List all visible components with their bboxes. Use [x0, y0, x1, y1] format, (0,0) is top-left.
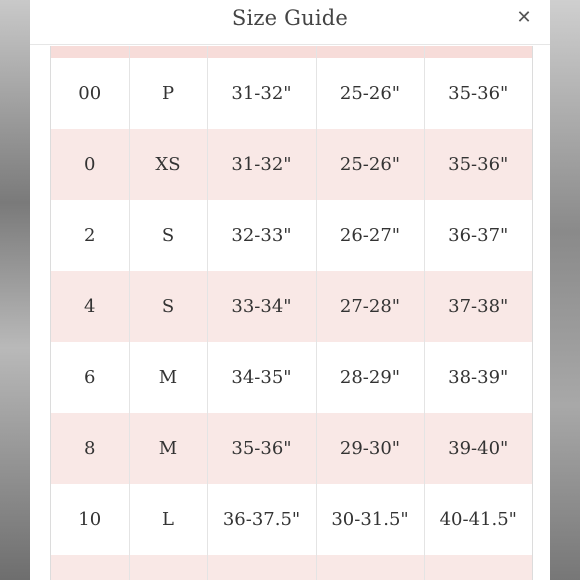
table-row: [51, 58, 532, 129]
letter-size-cell: M: [129, 342, 207, 413]
measurement-cell: 31-32": [207, 129, 316, 200]
letter-size-cell: M: [129, 413, 207, 484]
size-cell: 8: [51, 413, 129, 484]
table-row: [51, 413, 532, 484]
measurement-cell: 25-26": [316, 129, 424, 200]
page-backdrop-right: [550, 0, 580, 580]
measurement-cell: 26-27": [316, 200, 424, 271]
measurement-cell: 35-36": [424, 129, 532, 200]
measurement-cell: 39-40": [424, 413, 532, 484]
size-cell: 0: [51, 129, 129, 200]
size-cell: 2: [84, 225, 96, 246]
close-icon[interactable]: ✕: [516, 7, 532, 28]
measurement-cell: 37-38": [424, 271, 532, 342]
measurement-cell: 36-37.5": [207, 484, 316, 555]
table-header-row-partial: [51, 46, 532, 58]
size-table-container: [50, 46, 533, 580]
measurement-cell: 36-37": [424, 200, 532, 271]
measurement-cell: 28-29": [316, 342, 424, 413]
letter-size-cell: XS: [129, 129, 207, 200]
size-guide-modal: [30, 0, 550, 580]
measurement-cell: 38-39": [424, 342, 532, 413]
letter-size-cell: L: [129, 484, 207, 555]
letter-size-cell: P: [129, 58, 207, 129]
page-backdrop-left: [0, 0, 30, 580]
measurement-cell: 31-32": [207, 58, 316, 129]
table-row: [51, 484, 532, 555]
size-cell: 00: [78, 83, 102, 104]
measurement-cell: 35-36": [424, 58, 532, 129]
letter-size-cell: S: [129, 271, 207, 342]
modal-header: [30, 0, 550, 45]
measurement-cell: 25-26": [316, 58, 424, 129]
table-row: [51, 342, 532, 413]
size-table: [51, 46, 532, 580]
measurement-cell: 32-33": [207, 200, 316, 271]
table-row-partial: [51, 555, 532, 580]
size-cell: 4: [51, 271, 129, 342]
measurement-cell: 34-35": [207, 342, 316, 413]
table-row: [51, 200, 532, 271]
size-cell: 10: [78, 509, 102, 530]
measurement-cell: 33-34": [207, 271, 316, 342]
table-row: [51, 271, 532, 342]
table-row: [51, 129, 532, 200]
modal-title: Size Guide: [231, 6, 349, 30]
measurement-cell: 40-41.5": [424, 484, 532, 555]
letter-size-cell: S: [129, 200, 207, 271]
measurement-cell: 30-31.5": [316, 484, 424, 555]
size-cell: 6: [84, 367, 96, 388]
measurement-cell: 27-28": [316, 271, 424, 342]
measurement-cell: 35-36": [207, 413, 316, 484]
measurement-cell: 29-30": [316, 413, 424, 484]
